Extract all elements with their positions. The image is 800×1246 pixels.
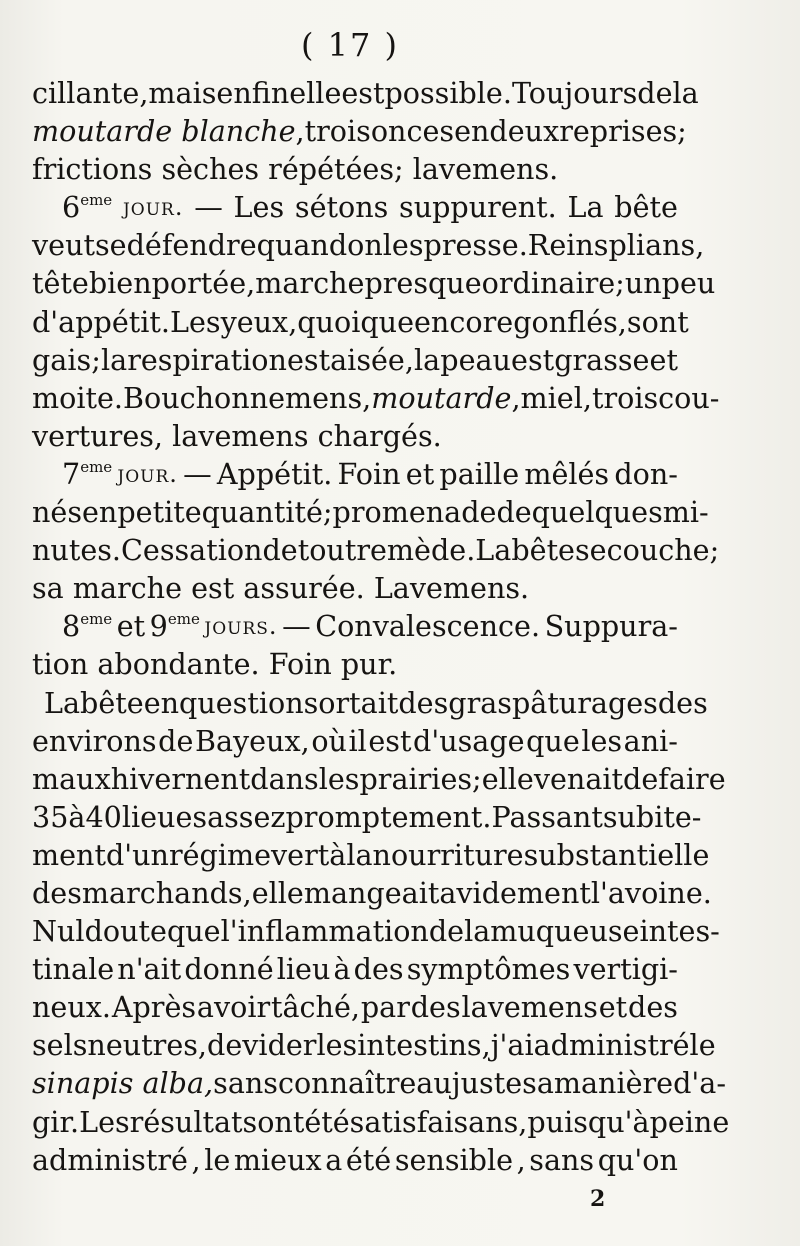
- word: les: [316, 1028, 358, 1063]
- word: assez: [207, 799, 286, 834]
- text-line: [32, 303, 689, 341]
- word: vider: [242, 1028, 317, 1063]
- word: ment: [32, 837, 106, 872]
- word: elle: [289, 76, 342, 110]
- text-line: [32, 722, 678, 760]
- word: les: [382, 228, 424, 263]
- word: un: [624, 266, 662, 301]
- word: d'a-: [673, 1066, 726, 1101]
- word: aisée,: [330, 342, 414, 377]
- word: est: [511, 342, 555, 377]
- word: Toujours: [511, 76, 638, 110]
- word: venait: [533, 761, 624, 796]
- word: pâturages: [511, 685, 658, 720]
- word: quantité;: [201, 495, 333, 530]
- word: ,: [617, 304, 627, 339]
- word: neutres,: [87, 1028, 208, 1063]
- word: promptement.: [285, 799, 492, 834]
- word: Les: [233, 190, 285, 225]
- word: gonflés: [513, 304, 618, 339]
- word: a: [325, 1142, 343, 1177]
- text-line: [32, 912, 720, 950]
- word: —: [282, 609, 311, 644]
- word: administré: [32, 1142, 188, 1177]
- word: marche: [72, 571, 183, 606]
- word: symptômes: [406, 952, 571, 987]
- word: de: [496, 495, 532, 530]
- word: les: [318, 761, 360, 796]
- word: tion: [32, 647, 89, 682]
- body-text: [32, 74, 730, 1179]
- italic-phrase: moutarde blanche: [32, 114, 296, 149]
- word: de: [262, 533, 298, 568]
- word: La: [567, 190, 604, 225]
- word: le: [689, 1028, 716, 1063]
- word: d'un: [105, 837, 169, 872]
- word: sans: [213, 1066, 278, 1101]
- word: petite: [117, 495, 202, 530]
- word: possible.: [384, 76, 512, 110]
- word: de: [158, 723, 194, 758]
- word: en: [454, 114, 490, 149]
- word: satisfaisans: [349, 1104, 519, 1139]
- text-line: [32, 1064, 726, 1102]
- word: ,: [191, 1142, 201, 1177]
- word: les: [581, 723, 623, 758]
- word: reprises;: [559, 114, 687, 149]
- word: ont: [257, 1104, 305, 1139]
- word: vertures,: [32, 418, 164, 453]
- word: suppurent.: [399, 190, 557, 225]
- word: abondante.: [97, 647, 260, 682]
- text-line: [32, 874, 712, 912]
- word: sans: [529, 1142, 595, 1177]
- word: des: [398, 685, 449, 720]
- word: ordinaire;: [481, 266, 625, 301]
- word: hivernent: [110, 761, 251, 796]
- text-line: [32, 264, 716, 302]
- text-line: [32, 226, 705, 264]
- word: peine: [649, 1104, 730, 1139]
- word: mi-: [662, 495, 709, 530]
- word: la: [464, 914, 491, 949]
- text-line: [32, 988, 678, 1026]
- word: répétées;: [268, 152, 404, 187]
- word: prairies;: [359, 761, 482, 796]
- word: —: [183, 456, 212, 491]
- text-line: [32, 188, 678, 226]
- text-line: [32, 607, 678, 645]
- word: neux.: [32, 990, 111, 1025]
- word: est: [191, 571, 235, 606]
- word: veut: [32, 228, 95, 263]
- word: La: [44, 685, 81, 720]
- word: de: [637, 76, 673, 110]
- word: mêlés: [524, 456, 610, 491]
- word: lavemens: [461, 990, 598, 1025]
- text-line: [32, 417, 678, 455]
- day-number: 9eme: [149, 609, 200, 644]
- word: moite.: [32, 380, 123, 415]
- word: à: [329, 837, 347, 872]
- word: que: [526, 723, 580, 758]
- word: Appétit.: [216, 456, 333, 491]
- day-label: jours.: [204, 612, 278, 641]
- word: d'usage: [413, 723, 525, 758]
- word: défendre: [126, 228, 257, 263]
- word: ,: [295, 114, 305, 149]
- day-label: jour.: [122, 193, 184, 222]
- word: plians,: [608, 228, 705, 263]
- word: ani-: [623, 723, 678, 758]
- word: ,: [511, 380, 521, 415]
- word: lieu: [276, 952, 331, 987]
- word: sétons: [294, 190, 389, 225]
- word: des: [657, 685, 708, 720]
- text-line: [32, 645, 678, 683]
- word: bête: [614, 190, 678, 225]
- word: la: [100, 342, 128, 377]
- word: elle: [481, 761, 534, 796]
- word: ;: [91, 342, 101, 377]
- word: gras: [448, 685, 512, 720]
- text-line: [32, 836, 710, 874]
- word: l'avoine.: [590, 875, 712, 910]
- word: avoir: [196, 990, 271, 1025]
- word: et: [116, 609, 146, 644]
- word: se: [574, 533, 607, 568]
- word: cillante: [32, 76, 140, 110]
- day-number: 7eme: [62, 456, 113, 491]
- word: et: [649, 342, 678, 377]
- word: par: [360, 990, 410, 1025]
- word: muqueuse: [490, 914, 640, 949]
- word: faire: [658, 761, 726, 796]
- word: quelques: [531, 495, 663, 530]
- word: ,: [518, 1104, 528, 1139]
- word: couche;: [606, 533, 720, 568]
- word: se: [94, 228, 127, 263]
- word: sensible: [394, 1142, 514, 1177]
- word: des: [410, 990, 461, 1025]
- word: peu: [661, 266, 716, 301]
- word: onces: [370, 114, 455, 149]
- text-line: [32, 455, 678, 493]
- word: manière: [553, 1066, 674, 1101]
- word: lieues: [121, 799, 208, 834]
- word: respiration: [127, 342, 287, 377]
- text-line: [32, 531, 720, 569]
- word: et: [405, 456, 435, 491]
- word: elle: [251, 875, 304, 910]
- word: miel,: [520, 380, 592, 415]
- word: tinale: [32, 952, 115, 987]
- word: la: [346, 837, 373, 872]
- word: de: [623, 761, 659, 796]
- word: en: [143, 685, 180, 720]
- word: tout: [297, 533, 357, 568]
- word: promenade: [332, 495, 497, 530]
- word: ,: [288, 304, 298, 339]
- text-line: [32, 1026, 716, 1064]
- word: sortait: [303, 685, 399, 720]
- word: grasse: [554, 342, 650, 377]
- text-line: [32, 684, 708, 722]
- word: est: [286, 342, 331, 377]
- word: dans: [250, 761, 319, 796]
- word: mieux: [233, 1142, 322, 1177]
- word: est: [368, 723, 412, 758]
- word: marchands,: [81, 875, 252, 910]
- word: chargés.: [317, 418, 442, 453]
- text-line: [32, 1103, 730, 1141]
- word: environs: [32, 723, 157, 758]
- word: la: [672, 76, 699, 110]
- word: presque: [364, 266, 482, 301]
- word: vert: [271, 837, 330, 872]
- word: encore: [414, 304, 514, 339]
- word: tête: [32, 266, 89, 301]
- word: à: [68, 799, 86, 834]
- word: nourriture: [372, 837, 524, 872]
- word: bête: [511, 533, 575, 568]
- word: qu'on: [597, 1142, 678, 1177]
- word: Bouchonnemens,: [122, 380, 372, 415]
- italic-phrase: sinapis alba,: [32, 1066, 214, 1101]
- word: Foin: [337, 456, 401, 491]
- word: marche: [255, 266, 365, 301]
- text-line: [32, 950, 678, 988]
- word: connaître: [277, 1066, 417, 1101]
- word: régime: [168, 837, 272, 872]
- word: question: [179, 685, 304, 720]
- word: ,: [516, 1142, 526, 1177]
- word: des: [32, 875, 82, 910]
- day-number: 8eme: [62, 609, 113, 644]
- text-line: [32, 569, 678, 607]
- text-line: [32, 74, 699, 112]
- word: Foin: [268, 647, 332, 682]
- word: trois: [304, 114, 371, 149]
- text-line: [32, 150, 678, 188]
- word: 40: [85, 799, 122, 834]
- word: Bayeux,: [194, 723, 310, 758]
- word: Lavemens.: [373, 571, 530, 606]
- italic-word: moutarde: [371, 380, 512, 415]
- word: vertigi-: [573, 952, 678, 987]
- word: donné: [184, 952, 274, 987]
- word: gais: [32, 342, 92, 377]
- word: des: [628, 990, 678, 1025]
- word: que: [166, 914, 221, 949]
- word: Passant: [491, 799, 603, 834]
- word: trois: [591, 380, 659, 415]
- word: deux: [489, 114, 560, 149]
- word: d'appétit.: [32, 304, 170, 339]
- word: il: [348, 723, 367, 758]
- word: portée,: [151, 266, 256, 301]
- page-number: ( 17 ): [300, 26, 400, 64]
- word: sont: [626, 304, 689, 339]
- word: j'ai: [490, 1028, 534, 1063]
- word: assurée.: [243, 571, 365, 606]
- word: sa: [32, 571, 64, 606]
- word: yeux: [220, 304, 289, 339]
- word: nés: [32, 495, 83, 530]
- word: lavemens.: [412, 152, 559, 187]
- word: intes-: [639, 914, 720, 949]
- word: pur.: [340, 647, 398, 682]
- word: sels: [32, 1028, 88, 1063]
- word: mangeait: [303, 875, 440, 910]
- word: Convalescence.: [315, 609, 541, 644]
- word: Cessation: [121, 533, 263, 568]
- word: juste: [451, 1066, 523, 1101]
- word: la: [414, 342, 441, 377]
- word: quoique: [297, 304, 415, 339]
- word: gir.: [32, 1104, 80, 1139]
- word: Les: [169, 304, 221, 339]
- word: le: [204, 1142, 231, 1177]
- text-line: [32, 112, 687, 150]
- word: tâché,: [271, 990, 360, 1025]
- word: on: [347, 228, 383, 263]
- text-line: [32, 379, 720, 417]
- day-number: 6eme: [62, 190, 113, 225]
- word: nutes.: [32, 533, 122, 568]
- day-label: jour.: [117, 459, 178, 488]
- word: au: [416, 1066, 452, 1101]
- word: enfin: [216, 76, 290, 110]
- word: à: [333, 952, 351, 987]
- word: été: [345, 1142, 392, 1177]
- word: résultats: [129, 1104, 258, 1139]
- word: remède.: [356, 533, 476, 568]
- word: sa: [522, 1066, 554, 1101]
- word: quand: [256, 228, 348, 263]
- word: bête: [80, 685, 144, 720]
- word: n'ait: [117, 952, 182, 987]
- text-line: [32, 760, 726, 798]
- word: de: [207, 1028, 243, 1063]
- word: presse.: [423, 228, 528, 263]
- word: puisqu'à: [527, 1104, 650, 1139]
- word: paille: [439, 456, 520, 491]
- word: La: [475, 533, 512, 568]
- word: cou-: [658, 380, 720, 415]
- word: Suppura-: [544, 609, 678, 644]
- word: substantielle: [523, 837, 710, 872]
- word: don-: [614, 456, 678, 491]
- word: est: [341, 76, 385, 110]
- word: subite-: [602, 799, 702, 834]
- word: avidement: [439, 875, 591, 910]
- word: des: [353, 952, 404, 987]
- word: de: [428, 914, 465, 949]
- text-line: [32, 1141, 678, 1179]
- word: maux: [32, 761, 111, 796]
- word: frictions: [32, 152, 153, 187]
- text-line: [32, 341, 678, 379]
- word: intestins,: [357, 1028, 491, 1063]
- word: et: [598, 990, 628, 1025]
- word: lavemens: [172, 418, 309, 453]
- word: ,: [139, 76, 149, 110]
- word: administré: [533, 1028, 690, 1063]
- word: Après: [111, 990, 197, 1025]
- word: où: [311, 723, 347, 758]
- word: bien: [88, 266, 152, 301]
- word: l'inflammation: [220, 914, 429, 949]
- word: mais: [148, 76, 217, 110]
- word: été: [304, 1104, 350, 1139]
- word: doute: [84, 914, 167, 949]
- word: —: [194, 190, 223, 225]
- word: peau: [440, 342, 511, 377]
- word: sèches: [161, 152, 260, 187]
- text-line: [32, 798, 702, 836]
- word: Nul: [32, 914, 85, 949]
- word: Les: [79, 1104, 130, 1139]
- word: 35: [32, 799, 69, 834]
- text-line: [32, 493, 709, 531]
- word: Reins: [527, 228, 609, 263]
- signature-mark: 2: [590, 1186, 606, 1212]
- word: en: [82, 495, 118, 530]
